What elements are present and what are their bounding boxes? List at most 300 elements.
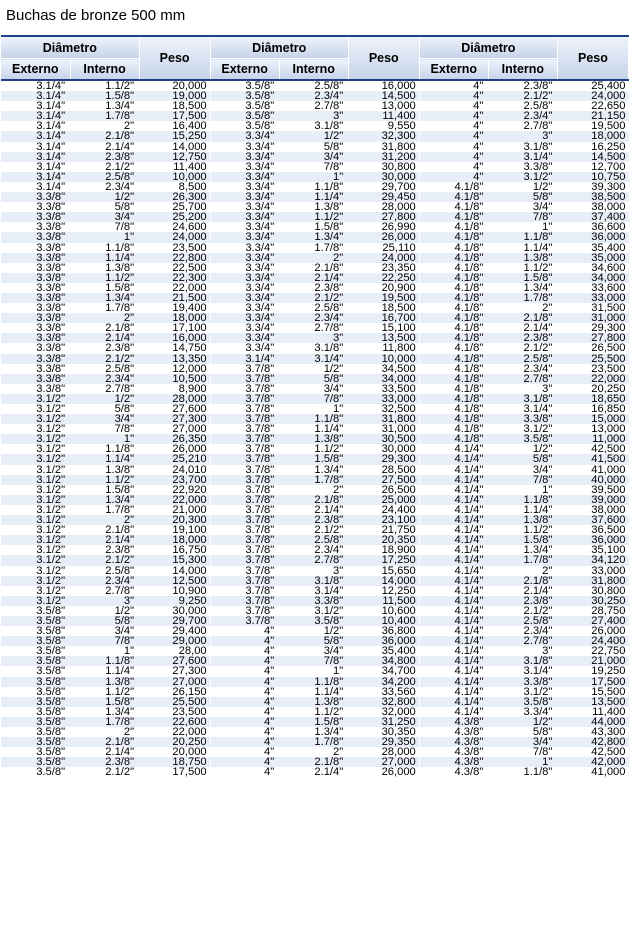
interno-cell: 1.1/8" <box>70 656 139 666</box>
peso-cell: 35,000 <box>557 253 628 263</box>
interno-cell: 3" <box>279 111 348 121</box>
peso-cell: 27,600 <box>139 656 210 666</box>
peso-cell: 28,000 <box>139 394 210 404</box>
peso-cell: 20,250 <box>139 737 210 747</box>
table-row <box>1 263 629 273</box>
interno-cell: 3.1/8" <box>488 394 557 404</box>
table-row <box>1 606 629 616</box>
externo-cell: 4.1/4" <box>419 525 488 535</box>
interno-cell: 2.1/4" <box>70 142 139 152</box>
interno-cell: 2.1/4" <box>279 767 348 777</box>
externo-cell: 3.5/8" <box>1 737 70 747</box>
peso-cell: 10,600 <box>348 606 419 616</box>
peso-cell: 33,000 <box>557 566 628 576</box>
table-row <box>1 727 629 737</box>
interno-cell: 2.5/8" <box>488 101 557 111</box>
peso-cell: 11,000 <box>557 434 628 444</box>
peso-cell: 26,300 <box>139 192 210 202</box>
interno-cell: 2.3/4" <box>488 626 557 636</box>
peso-cell: 13,000 <box>348 101 419 111</box>
interno-cell: 2.3/4" <box>279 91 348 101</box>
peso-cell: 31,800 <box>348 414 419 424</box>
table-row <box>1 202 629 212</box>
externo-cell: 4.1/8" <box>419 364 488 374</box>
externo-cell: 3.3/8" <box>1 333 70 343</box>
externo-cell: 3.1/2" <box>1 434 70 444</box>
table-row <box>1 404 629 414</box>
interno-cell: 2.1/2" <box>488 91 557 101</box>
peso-cell: 11,500 <box>348 596 419 606</box>
interno-cell: 2.5/8" <box>279 80 348 91</box>
table-row <box>1 131 629 141</box>
externo-cell: 3.5/8" <box>1 727 70 737</box>
externo-cell: 3.7/8" <box>210 414 279 424</box>
externo-cell: 3.3/4" <box>210 232 279 242</box>
table-row <box>1 505 629 515</box>
peso-cell: 17,500 <box>557 677 628 687</box>
peso-cell: 31,500 <box>557 303 628 313</box>
externo-cell: 4.1/8" <box>419 273 488 283</box>
externo-cell: 4" <box>210 687 279 697</box>
peso-cell: 36,000 <box>557 535 628 545</box>
externo-header-2: Externo <box>210 59 279 81</box>
table-row <box>1 313 629 323</box>
externo-cell: 3.1/2" <box>1 404 70 414</box>
interno-cell: 3" <box>488 384 557 394</box>
externo-cell: 3.7/8" <box>210 465 279 475</box>
externo-cell: 3.7/8" <box>210 485 279 495</box>
peso-cell: 14,500 <box>557 152 628 162</box>
interno-cell: 2" <box>279 747 348 757</box>
externo-cell: 4.1/8" <box>419 253 488 263</box>
peso-cell: 10,500 <box>139 374 210 384</box>
externo-cell: 4.1/4" <box>419 566 488 576</box>
peso-cell: 19,500 <box>348 293 419 303</box>
interno-cell: 2.1/8" <box>488 313 557 323</box>
externo-cell: 3.5/8" <box>210 111 279 121</box>
peso-cell: 26,000 <box>348 767 419 777</box>
peso-cell: 13,000 <box>557 424 628 434</box>
peso-cell: 15,000 <box>557 414 628 424</box>
peso-cell: 38,000 <box>557 505 628 515</box>
peso-cell: 22,000 <box>139 495 210 505</box>
peso-cell: 12,000 <box>139 364 210 374</box>
interno-cell: 7/8" <box>279 394 348 404</box>
externo-cell: 4" <box>210 646 279 656</box>
interno-cell: 1.1/2" <box>279 444 348 454</box>
interno-cell: 1.1/2" <box>70 80 139 91</box>
peso-cell: 31,800 <box>557 576 628 586</box>
peso-cell: 33,600 <box>557 283 628 293</box>
peso-cell: 15,300 <box>139 555 210 565</box>
peso-cell: 19,100 <box>139 525 210 535</box>
table-row <box>1 414 629 424</box>
externo-cell: 3.3/8" <box>1 243 70 253</box>
externo-cell: 4.1/8" <box>419 202 488 212</box>
interno-cell: 2.1/2" <box>279 525 348 535</box>
interno-cell: 3.1/4" <box>279 586 348 596</box>
peso-cell: 13,350 <box>139 354 210 364</box>
externo-cell: 3.3/8" <box>1 283 70 293</box>
externo-cell: 4.1/8" <box>419 303 488 313</box>
table-row <box>1 717 629 727</box>
peso-cell: 14,000 <box>348 576 419 586</box>
table-row <box>1 757 629 767</box>
peso-cell: 32,500 <box>348 404 419 414</box>
peso-cell: 14,000 <box>139 566 210 576</box>
externo-cell: 3.3/8" <box>1 232 70 242</box>
peso-cell: 26,350 <box>139 434 210 444</box>
externo-cell: 3.1/2" <box>1 545 70 555</box>
peso-cell: 18,000 <box>139 313 210 323</box>
externo-cell: 3.1/4" <box>210 354 279 364</box>
interno-cell: 2.1/2" <box>70 555 139 565</box>
peso-cell: 11,400 <box>557 707 628 717</box>
externo-cell: 4.1/8" <box>419 384 488 394</box>
peso-cell: 24,000 <box>139 232 210 242</box>
interno-cell: 2" <box>70 727 139 737</box>
table-row <box>1 273 629 283</box>
peso-cell: 20,250 <box>557 384 628 394</box>
interno-cell: 1.5/8" <box>279 717 348 727</box>
interno-cell: 3" <box>279 333 348 343</box>
externo-cell: 3.3/4" <box>210 202 279 212</box>
interno-cell: 3.5/8" <box>488 434 557 444</box>
interno-cell: 5/8" <box>279 374 348 384</box>
table-row <box>1 172 629 182</box>
interno-cell: 1.1/4" <box>70 454 139 464</box>
interno-cell: 1" <box>279 666 348 676</box>
peso-cell: 32,800 <box>348 697 419 707</box>
bushing-table <box>1 35 629 777</box>
externo-cell: 3.3/8" <box>1 323 70 333</box>
externo-cell: 3.3/4" <box>210 263 279 273</box>
peso-cell: 29,700 <box>139 616 210 626</box>
interno-cell: 3.3/4" <box>488 707 557 717</box>
interno-cell: 3.1/8" <box>279 576 348 586</box>
externo-cell: 4" <box>210 666 279 676</box>
peso-cell: 34,000 <box>557 273 628 283</box>
peso-cell: 21,500 <box>139 293 210 303</box>
interno-cell: 1/2" <box>488 444 557 454</box>
peso-cell: 20,300 <box>139 515 210 525</box>
interno-cell: 1/2" <box>279 626 348 636</box>
interno-cell: 3.1/8" <box>488 142 557 152</box>
interno-cell: 1.5/8" <box>279 222 348 232</box>
externo-cell: 3.3/8" <box>1 343 70 353</box>
externo-cell: 3.1/2" <box>1 505 70 515</box>
externo-cell: 4" <box>419 142 488 152</box>
table-row <box>1 111 629 121</box>
interno-cell: 1/2" <box>70 394 139 404</box>
externo-cell: 3.3/8" <box>1 303 70 313</box>
externo-cell: 4" <box>419 91 488 101</box>
interno-cell: 2.3/4" <box>70 576 139 586</box>
externo-cell: 4.1/8" <box>419 404 488 414</box>
externo-cell: 3.7/8" <box>210 454 279 464</box>
table-row <box>1 535 629 545</box>
peso-cell: 26,990 <box>348 222 419 232</box>
interno-cell: 2.3/8" <box>488 333 557 343</box>
externo-cell: 4.1/4" <box>419 555 488 565</box>
peso-cell: 15,100 <box>348 323 419 333</box>
interno-cell: 1.1/2" <box>70 273 139 283</box>
table-row <box>1 323 629 333</box>
externo-cell: 3.3/4" <box>210 182 279 192</box>
peso-cell: 22,000 <box>557 374 628 384</box>
interno-cell: 1.3/4" <box>279 465 348 475</box>
peso-cell: 36,000 <box>557 232 628 242</box>
interno-cell: 3.1/2" <box>279 606 348 616</box>
peso-cell: 19,250 <box>557 666 628 676</box>
peso-header-1: Peso <box>139 36 210 80</box>
interno-cell: 3.3/8" <box>488 162 557 172</box>
externo-cell: 3.3/4" <box>210 152 279 162</box>
peso-cell: 33,000 <box>348 394 419 404</box>
interno-cell: 3.1/8" <box>279 343 348 353</box>
externo-cell: 3.7/8" <box>210 505 279 515</box>
externo-cell: 4.1/4" <box>419 444 488 454</box>
externo-cell: 3.5/8" <box>1 767 70 777</box>
interno-cell: 2.5/8" <box>70 566 139 576</box>
externo-cell: 4.1/8" <box>419 333 488 343</box>
interno-cell: 7/8" <box>279 656 348 666</box>
interno-cell: 3.3/8" <box>488 677 557 687</box>
peso-cell: 24,000 <box>557 91 628 101</box>
externo-cell: 3.7/8" <box>210 404 279 414</box>
interno-cell: 1.7/8" <box>279 737 348 747</box>
interno-cell: 1.1/4" <box>279 687 348 697</box>
peso-cell: 31,250 <box>348 717 419 727</box>
peso-cell: 41,000 <box>557 767 628 777</box>
externo-cell: 4.1/4" <box>419 646 488 656</box>
interno-cell: 1.3/8" <box>70 465 139 475</box>
interno-cell: 3/4" <box>488 737 557 747</box>
table-row <box>1 192 629 202</box>
peso-cell: 29,400 <box>139 626 210 636</box>
peso-cell: 20,350 <box>348 535 419 545</box>
interno-cell: 3.1/8" <box>279 121 348 131</box>
interno-cell: 1" <box>488 222 557 232</box>
externo-cell: 4.1/8" <box>419 293 488 303</box>
externo-cell: 4.1/8" <box>419 243 488 253</box>
peso-cell: 23,100 <box>348 515 419 525</box>
interno-cell: 5/8" <box>70 616 139 626</box>
externo-cell: 4" <box>419 121 488 131</box>
peso-cell: 19,500 <box>557 121 628 131</box>
interno-cell: 1.3/8" <box>279 202 348 212</box>
peso-cell: 41,000 <box>557 465 628 475</box>
interno-cell: 2.1/2" <box>70 354 139 364</box>
externo-cell: 4.1/8" <box>419 192 488 202</box>
peso-cell: 15,650 <box>348 566 419 576</box>
interno-cell: 7/8" <box>279 162 348 172</box>
externo-cell: 3.7/8" <box>210 596 279 606</box>
peso-cell: 24,400 <box>557 636 628 646</box>
table-row <box>1 525 629 535</box>
peso-cell: 24,000 <box>348 253 419 263</box>
externo-cell: 4.1/4" <box>419 606 488 616</box>
interno-cell: 2" <box>279 485 348 495</box>
peso-cell: 18,500 <box>348 303 419 313</box>
externo-cell: 3.1/2" <box>1 495 70 505</box>
table-row <box>1 555 629 565</box>
interno-cell: 1.7/8" <box>70 505 139 515</box>
peso-cell: 24,010 <box>139 465 210 475</box>
interno-cell: 2.3/8" <box>279 283 348 293</box>
interno-cell: 2.5/8" <box>279 535 348 545</box>
externo-cell: 4.1/8" <box>419 313 488 323</box>
externo-cell: 3.7/8" <box>210 374 279 384</box>
peso-cell: 14,750 <box>139 343 210 353</box>
interno-cell: 1.1/4" <box>279 424 348 434</box>
interno-cell: 3" <box>279 566 348 576</box>
externo-cell: 4" <box>210 757 279 767</box>
table-row <box>1 91 629 101</box>
interno-cell: 2.1/8" <box>279 495 348 505</box>
peso-cell: 10,400 <box>348 616 419 626</box>
externo-cell: 4.1/4" <box>419 586 488 596</box>
table-row <box>1 182 629 192</box>
peso-cell: 16,750 <box>139 545 210 555</box>
interno-cell: 1.3/8" <box>279 434 348 444</box>
externo-header-1: Externo <box>1 59 70 81</box>
peso-cell: 11,400 <box>348 111 419 121</box>
externo-cell: 3.1/4" <box>1 152 70 162</box>
externo-cell: 4.1/4" <box>419 465 488 475</box>
table-row <box>1 747 629 757</box>
peso-cell: 16,000 <box>348 80 419 91</box>
interno-cell: 3.5/8" <box>488 697 557 707</box>
interno-cell: 1.5/8" <box>488 273 557 283</box>
table-row <box>1 545 629 555</box>
table-row <box>1 566 629 576</box>
table-body <box>1 80 629 777</box>
peso-cell: 21,000 <box>139 505 210 515</box>
externo-cell: 3.1/2" <box>1 576 70 586</box>
peso-cell: 30,000 <box>348 172 419 182</box>
externo-cell: 3.1/2" <box>1 414 70 424</box>
interno-cell: 1.7/8" <box>70 303 139 313</box>
peso-cell: 21,150 <box>557 111 628 121</box>
interno-cell: 2.5/8" <box>279 303 348 313</box>
interno-cell: 2.7/8" <box>279 555 348 565</box>
externo-cell: 3.1/2" <box>1 555 70 565</box>
peso-cell: 41,500 <box>557 454 628 464</box>
peso-cell: 20,900 <box>348 283 419 293</box>
externo-cell: 4" <box>419 162 488 172</box>
table-row <box>1 354 629 364</box>
interno-cell: 1.1/2" <box>70 475 139 485</box>
interno-cell: 5/8" <box>70 202 139 212</box>
interno-header-2: Interno <box>279 59 348 81</box>
peso-cell: 17,250 <box>348 555 419 565</box>
interno-cell: 2.5/8" <box>488 616 557 626</box>
interno-cell: 1.1/8" <box>488 232 557 242</box>
peso-cell: 34,600 <box>557 263 628 273</box>
peso-cell: 31,800 <box>348 142 419 152</box>
peso-cell: 28,750 <box>557 606 628 616</box>
externo-cell: 3.1/2" <box>1 485 70 495</box>
interno-cell: 1.5/8" <box>488 535 557 545</box>
peso-cell: 24,600 <box>139 222 210 232</box>
table-row <box>1 101 629 111</box>
peso-cell: 11,800 <box>348 343 419 353</box>
externo-cell: 3.3/4" <box>210 283 279 293</box>
table-row <box>1 767 629 777</box>
peso-header-3: Peso <box>557 36 628 80</box>
peso-cell: 42,800 <box>557 737 628 747</box>
externo-cell: 4.1/4" <box>419 707 488 717</box>
interno-cell: 1.3/4" <box>279 727 348 737</box>
externo-cell: 3.3/8" <box>1 293 70 303</box>
peso-cell: 8,500 <box>139 182 210 192</box>
peso-cell: 25,210 <box>139 454 210 464</box>
externo-cell: 4.1/8" <box>419 323 488 333</box>
peso-cell: 9,550 <box>348 121 419 131</box>
interno-cell: 2.3/8" <box>70 152 139 162</box>
externo-cell: 3.7/8" <box>210 434 279 444</box>
externo-cell: 3.7/8" <box>210 616 279 626</box>
diametro-header-1: Diâmetro <box>1 36 139 59</box>
interno-cell: 7/8" <box>488 747 557 757</box>
peso-cell: 17,500 <box>139 111 210 121</box>
externo-cell: 4.3/8" <box>419 747 488 757</box>
table-row <box>1 283 629 293</box>
externo-cell: 3.7/8" <box>210 384 279 394</box>
externo-cell: 3.5/8" <box>1 757 70 767</box>
interno-cell: 5/8" <box>488 454 557 464</box>
interno-cell: 3.1/2" <box>488 424 557 434</box>
externo-cell: 3.1/2" <box>1 465 70 475</box>
interno-cell: 2.3/8" <box>70 757 139 767</box>
peso-cell: 12,750 <box>139 152 210 162</box>
interno-cell: 3.1/4" <box>488 152 557 162</box>
externo-cell: 4" <box>210 677 279 687</box>
externo-cell: 4.1/4" <box>419 687 488 697</box>
peso-cell: 27,500 <box>348 475 419 485</box>
interno-cell: 3.3/8" <box>488 414 557 424</box>
table-header <box>1 36 629 80</box>
interno-cell: 1.3/4" <box>70 293 139 303</box>
interno-cell: 2.1/2" <box>488 343 557 353</box>
externo-cell: 4.1/8" <box>419 374 488 384</box>
interno-cell: 5/8" <box>279 636 348 646</box>
peso-header-2: Peso <box>348 36 419 80</box>
externo-cell: 4.3/8" <box>419 737 488 747</box>
peso-cell: 10,750 <box>557 172 628 182</box>
interno-cell: 7/8" <box>488 212 557 222</box>
externo-cell: 3.5/8" <box>1 677 70 687</box>
table-row <box>1 687 629 697</box>
peso-cell: 11,400 <box>139 162 210 172</box>
interno-cell: 2.1/4" <box>488 586 557 596</box>
peso-cell: 35,400 <box>348 646 419 656</box>
externo-cell: 3.5/8" <box>1 656 70 666</box>
table-row <box>1 646 629 656</box>
peso-cell: 22,500 <box>139 263 210 273</box>
interno-cell: 2.7/8" <box>488 636 557 646</box>
peso-cell: 30,350 <box>348 727 419 737</box>
table-row <box>1 465 629 475</box>
externo-cell: 3.3/4" <box>210 142 279 152</box>
externo-cell: 3.7/8" <box>210 555 279 565</box>
interno-cell: 3.1/4" <box>488 404 557 414</box>
interno-cell: 2.3/4" <box>488 111 557 121</box>
externo-cell: 3.5/8" <box>210 121 279 131</box>
table-row <box>1 576 629 586</box>
interno-cell: 2" <box>70 515 139 525</box>
